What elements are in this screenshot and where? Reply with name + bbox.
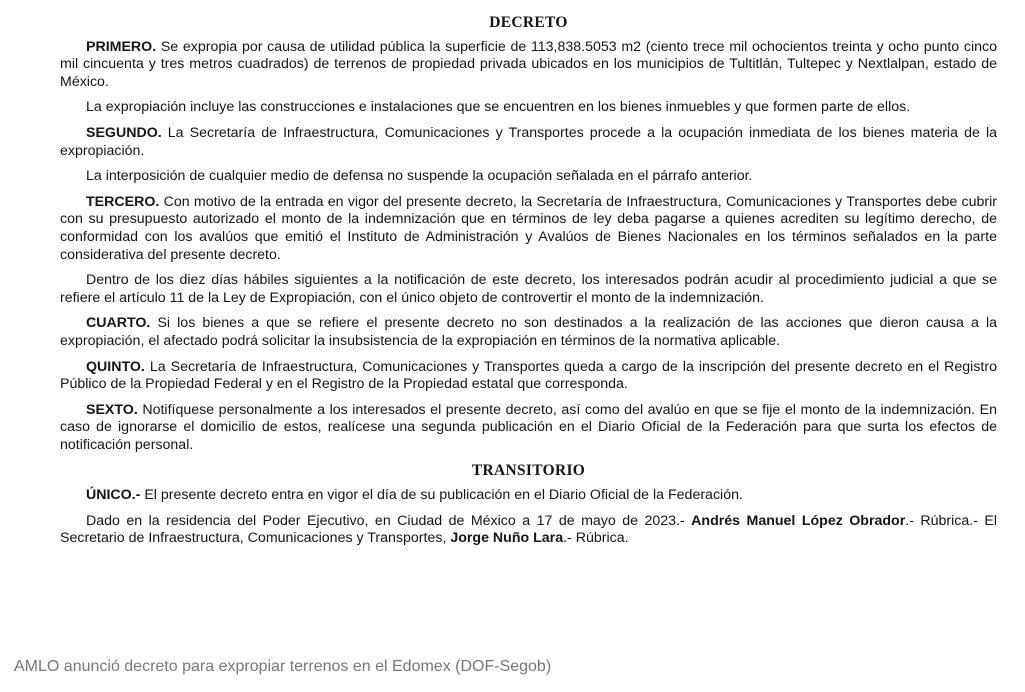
paragraph-cuarto: [60, 315, 997, 350]
paragraph-quinto: [60, 359, 997, 394]
paragraph-lead: CUARTO.: [86, 315, 151, 332]
paragraph-tercero-2: [60, 272, 997, 307]
signatory-president: Andrés Manuel López Obrador: [691, 512, 906, 529]
paragraph-segundo-2: [60, 168, 997, 186]
signature-paragraph: [60, 513, 997, 548]
paragraph-text: El presente decreto entra en vigor el día de su publicación en el Diario Oficial de la Federación.: [140, 487, 743, 504]
signatory-secretary: Jorge Nuño Lara: [450, 530, 564, 547]
paragraph-text: La interposición de cualquier medio de defensa no suspende la ocupación señalada en el párrafo anterior.: [86, 168, 753, 185]
paragraph-primero-2: [60, 99, 997, 117]
paragraph-text: Si los bienes a que se refiere el presente decreto no son destinados a la realización de las acciones que dieron causa a la expropiación, el afectado podrá solicitar la insubsistencia de la expropiación en términos de la normativa aplicable.: [60, 315, 997, 349]
paragraph-text: Dentro de los diez días hábiles siguientes a la notificación de este decreto, los interesados podrán acudir al procedimiento judicial a que se refiere el artículo 11 de la Ley de Expropiación, con el único objeto de controvertir el monto de la indemnización.: [60, 272, 997, 306]
paragraph-lead: PRIMERO.: [86, 38, 157, 55]
paragraph-lead: TERCERO.: [86, 193, 160, 210]
paragraph-sexto: [60, 402, 997, 455]
image-caption: AMLO anunció decreto para expropiar terrenos en el Edomex (DOF-Segob): [14, 658, 552, 675]
paragraph-lead: ÚNICO.-: [86, 487, 141, 504]
paragraph-text: La Secretaría de Infraestructura, Comunicaciones y Transportes queda a cargo de la inscripción del presente decreto en el Registro Público de la Propiedad Federal y en el Registro de la Propiedad estatal que corresponda.: [60, 358, 997, 393]
decree-title: DECRETO: [489, 14, 568, 31]
paragraph-text: La expropiación incluye las construcciones e instalaciones que se encuentren en los bienes inmuebles y que formen parte de ellos.: [86, 99, 911, 116]
paragraph-tercero: [60, 194, 997, 264]
paragraph-text: Notifíquese personalmente a los interesados el presente decreto, así como del avalúo en que se fije el monto de la indemnización. En caso de ignorarse el domicilio de estos, realícese una segunda publicación en el Diario Oficial de la Federación para que surta los efectos de notificación personal.: [60, 401, 997, 453]
paragraph-unico: [60, 487, 997, 505]
paragraph-text: La Secretaría de Infraestructura, Comunicaciones y Transportes procede a la ocupación inmediata de los bienes materia de la expropiación.: [60, 124, 997, 159]
decree-document: [60, 14, 997, 556]
paragraph-primero: [60, 39, 997, 92]
signature-text: .- Rúbrica.- El Secretario de Infraestructura, Comunicaciones y Transportes,: [60, 512, 998, 547]
paragraph-lead: SEXTO.: [86, 401, 138, 418]
paragraph-segundo: [60, 125, 997, 160]
paragraph-lead: QUINTO.: [86, 358, 145, 375]
paragraph-lead: SEGUNDO.: [86, 124, 162, 141]
transitory-title: TRANSITORIO: [471, 462, 586, 480]
paragraph-text: Con motivo de la entrada en vigor del presente decreto, la Secretaría de Infraestructura, Comunicaciones y Transportes debe cubrir con su presupuesto autorizado el monto de la indemnización que en términos de ley deba pagarse a quienes acrediten su legítimo derecho, de conformidad con los avalúos que emitió el Instituto de Administración y Avalúos de Bienes Nacionales en los términos señalados en la parte considerativa del presente decreto.: [60, 193, 997, 263]
paragraph-text: Se expropia por causa de utilidad pública la superficie de 113,838.5053 m2 (ciento trece mil ochocientos treinta y ocho punto cinco mil cincuenta y tres metros cuadrados) de terrenos de propiedad privada ubicados en los municipios de Tultitlán, Tultepec y Nextlalpan, estado de México.: [60, 38, 997, 90]
signature-text: Dado en la residencia del Poder Ejecutivo, en Ciudad de México a 17 de mayo de 2023.-: [86, 512, 685, 529]
signature-text: .- Rúbrica.: [563, 530, 629, 547]
